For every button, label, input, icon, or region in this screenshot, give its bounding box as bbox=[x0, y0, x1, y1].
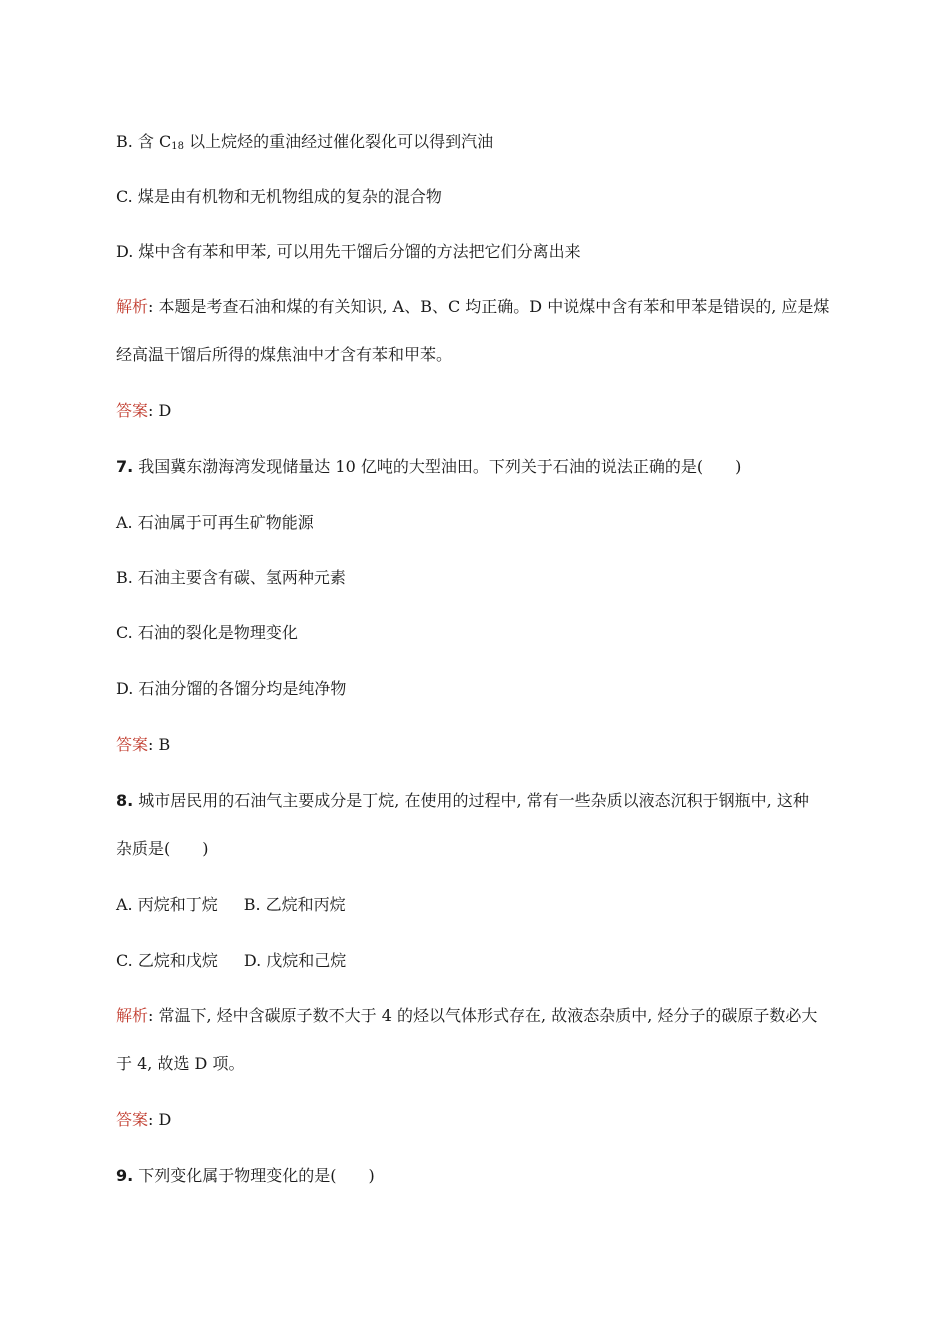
q8-analysis: 解析: 常温下, 烃中含碳原子数不大于 4 的烃以气体形式存在, 故液态杂质中, 烃分子的碳原子数必大 bbox=[116, 1006, 818, 1025]
question-number: 7. bbox=[116, 457, 134, 476]
q7-option-d: D. 石油分馏的各馏分均是纯净物 bbox=[116, 679, 347, 698]
q7-option-b: B. 石油主要含有碳、氢两种元素 bbox=[116, 568, 346, 587]
q8-answer: 答案: D bbox=[116, 1110, 172, 1129]
q8-stem: 8. 城市居民用的石油气主要成分是丁烷, 在使用的过程中, 常有一些杂质以液态沉积于钢瓶中, 这种 bbox=[116, 791, 809, 810]
q7-stem: 7. 我国冀东渤海湾发现储量达 10 亿吨的大型油田。下列关于石油的说法正确的是( ) bbox=[116, 457, 742, 476]
question-number: 8. bbox=[116, 791, 134, 810]
subscript: 18 bbox=[171, 141, 184, 152]
q6-option-c: C. 煤是由有机物和无机物组成的复杂的混合物 bbox=[116, 187, 442, 206]
q7-answer: 答案: B bbox=[116, 735, 171, 754]
q6-option-d: D. 煤中含有苯和甲苯, 可以用先干馏后分馏的方法把它们分离出来 bbox=[116, 242, 581, 261]
q7-option-c: C. 石油的裂化是物理变化 bbox=[116, 623, 298, 642]
answer-label: 答案 bbox=[116, 735, 149, 754]
answer-label: 答案 bbox=[116, 1110, 149, 1129]
q6-analysis-cont: 经高温干馏后所得的煤焦油中才含有苯和甲苯。 bbox=[116, 345, 453, 364]
q8-options-ab: A. 丙烷和丁烷 B. 乙烷和丙烷 bbox=[116, 895, 346, 914]
q6-option-b: B. 含 $C_{18}$ 以上烷烃的重油经过催化裂化可以得到汽油 bbox=[116, 132, 494, 152]
q7-option-a: A. 石油属于可再生矿物能源 bbox=[116, 513, 314, 532]
q8-analysis-cont: 于 4, 故选 D 项。 bbox=[116, 1054, 245, 1073]
analysis-label: 解析 bbox=[116, 297, 149, 316]
q8-options-cd: C. 乙烷和戊烷 D. 戊烷和己烷 bbox=[116, 951, 347, 970]
q6-analysis: 解析: 本题是考查石油和煤的有关知识, A、B、C 均正确。D 中说煤中含有苯和甲苯是错误的, 应是煤 bbox=[116, 297, 830, 316]
answer-label: 答案 bbox=[116, 401, 149, 420]
q9-stem: 9. 下列变化属于物理变化的是( ) bbox=[116, 1166, 375, 1185]
analysis-label: 解析 bbox=[116, 1006, 149, 1025]
q6-answer: 答案: D bbox=[116, 401, 172, 420]
question-number: 9. bbox=[116, 1166, 134, 1185]
q8-stem-cont: 杂质是( ) bbox=[116, 839, 209, 858]
